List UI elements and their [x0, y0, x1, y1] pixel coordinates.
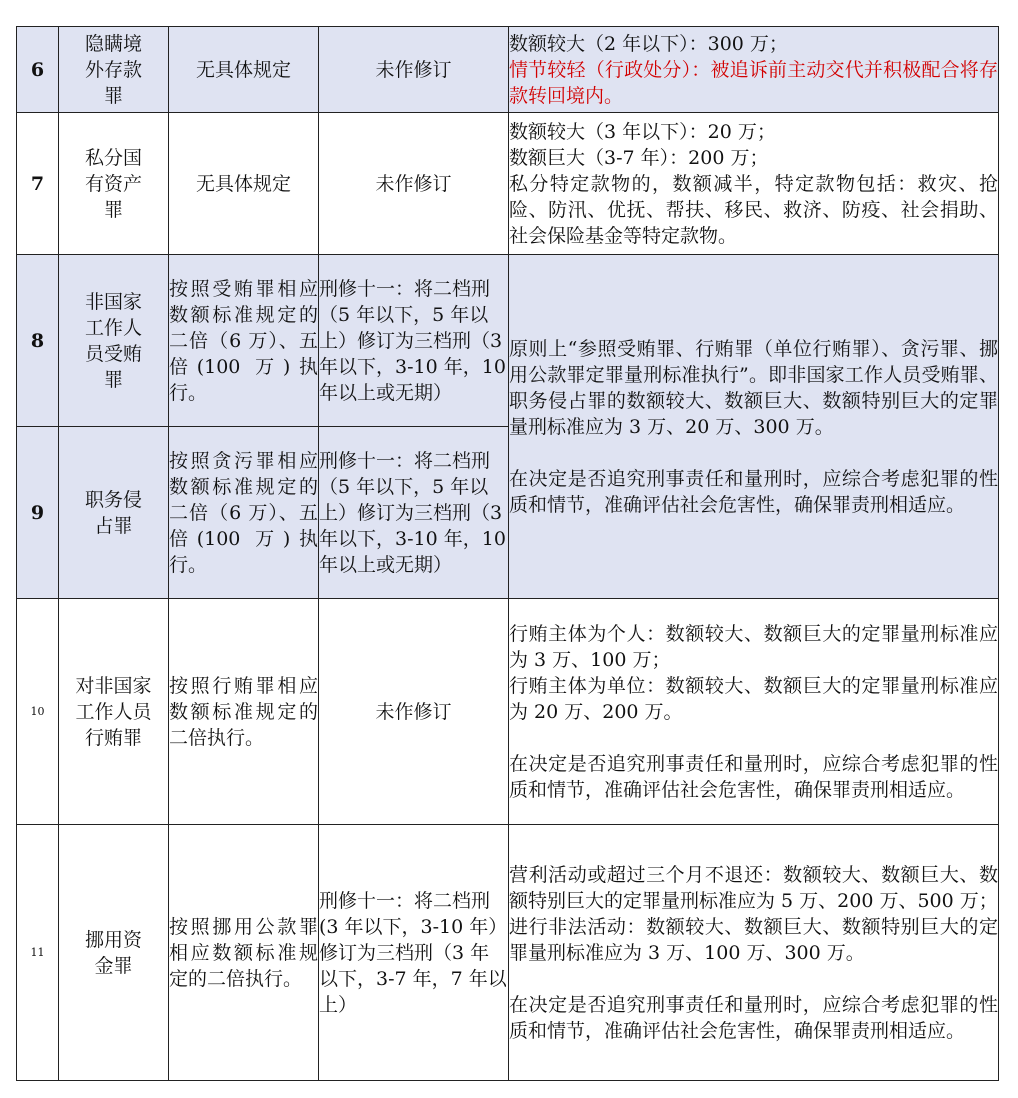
crime-name: 隐瞒境外存款罪: [59, 27, 169, 113]
crime-name: 私分国有资产罪: [59, 113, 169, 255]
amount-standard: 按照贪污罪相应数额标准规定的二倍（6 万）、五倍(100 万)执行。: [169, 427, 319, 599]
row-number: 7: [17, 113, 59, 255]
amount-standard: 按照受贿罪相应数额标准规定的二倍（6 万）、五倍(100 万)执行。: [169, 255, 319, 427]
crime-name: 挪用资金罪: [59, 825, 169, 1081]
revision-status: 刑修十一：将二档刑（5 年以下，5 年以上）修订为三档刑（3 年以下，3-10 年，10 年以上或无期）: [319, 255, 509, 427]
table-row-10: [17, 599, 999, 825]
crime-name: 非国家工作人员受贿罪: [59, 255, 169, 427]
revision-status: 未作修订: [319, 27, 509, 113]
row-number: 11: [17, 825, 59, 1081]
amount-standard: 按照行贿罪相应数额标准规定的二倍执行。: [169, 599, 319, 825]
amount-standard: 无具体规定: [169, 113, 319, 255]
revision-status: 刑修十一：将二档刑（5 年以下，5 年以上）修订为三档刑（3 年以下，3-10 年，10 年以上或无期）: [319, 427, 509, 599]
revision-status: 刑修十一：将二档刑(3 年以下，3-10 年）修订为三档刑（3 年以下，3-7 年，7 年以上）: [319, 825, 509, 1081]
sentencing-content: 营利活动或超过三个月不退还：数额较大、数额巨大、数额特别巨大的定罪量刑标准应为 5 万、200 万、500 万； 进行非法活动：数额较大、数额巨大、数额特别巨大的定罪量刑标准应为 3 万、100 万、300 万。 在决定是否追究刑事责任和量刑时，应综合考虑犯罪的性质和情节，准确评估社会危害性，确保罪责刑相适应。: [509, 825, 999, 1081]
amount-standard: 无具体规定: [169, 27, 319, 113]
amount-standard: 按照挪用公款罪相应数额标准规定的二倍执行。: [169, 825, 319, 1081]
table-row-7: [17, 113, 999, 255]
sentencing-content: 行贿主体为个人：数额较大、数额巨大的定罪量刑标准应为 3 万、100 万； 行贿主体为单位：数额较大、数额巨大的定罪量刑标准应为 20 万、200 万。 在决定是否追究刑事责任和量刑时，应综合考虑犯罪的性质和情节，准确评估社会危害性，确保罪责刑相适应。: [509, 599, 999, 825]
minor-circumstance-text: 情节较轻（行政处分）：被追诉前主动交代并积极配合将存款转回境内。: [509, 58, 998, 107]
sentencing-content: 数额较大（2 年以下）：300 万； 情节较轻（行政处分）：被追诉前主动交代并积极配合将存款转回境内。: [509, 27, 999, 113]
row-number: 6: [17, 27, 59, 113]
row-number: 9: [17, 427, 59, 599]
table-row-11: [17, 825, 999, 1081]
crime-standards-table: [16, 26, 999, 1081]
crime-name: 对非国家工作人员行贿罪: [59, 599, 169, 825]
crime-name: 职务侵占罪: [59, 427, 169, 599]
row-number: 10: [17, 599, 59, 825]
sentencing-content: 原则上“参照受贿罪、行贿罪（单位行贿罪）、贪污罪、挪用公款罪定罪量刑标准执行”。即非国家工作人员受贿罪、职务侵占罪的数额较大、数额巨大、数额特别巨大的定罪量刑标准应为 3 万、20 万、300 万。 在决定是否追究刑事责任和量刑时，应综合考虑犯罪的性质和情节，准确评估社会危害性，确保罪责刑相适应。: [509, 255, 999, 599]
revision-status: 未作修订: [319, 599, 509, 825]
sentencing-content: 数额较大（3 年以下）：20 万； 数额巨大（3-7 年）：200 万； 私分特定款物的，数额减半，特定款物包括：救灾、抢险、防汛、优抚、帮扶、移民、救济、防疫、社会捐助、社会保险基金等特定款物。: [509, 113, 999, 255]
revision-status: 未作修订: [319, 113, 509, 255]
table-row-6: [17, 27, 999, 113]
table-row-8: [17, 255, 999, 427]
row-number: 8: [17, 255, 59, 427]
